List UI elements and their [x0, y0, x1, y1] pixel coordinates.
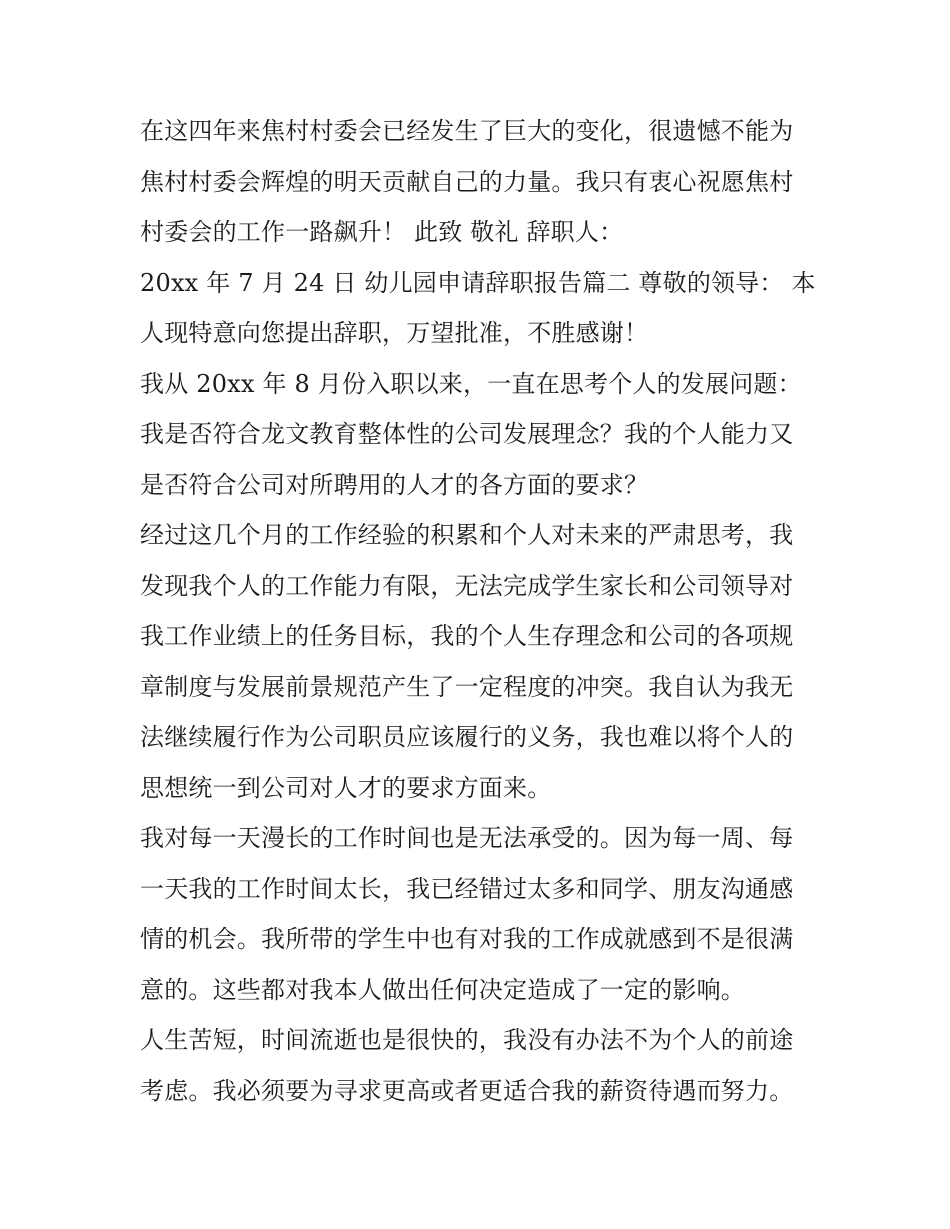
- text-line: 我从 20xx 年 8 月份入职以来，一直在思考个人的发展问题：: [140, 369, 802, 398]
- text-line: 我对每一天漫长的工作时间也是无法承受的。因为每一周、每: [140, 824, 794, 852]
- text-line: 经过这几个月的工作经验的积累和个人对未来的严肃思考，我: [140, 521, 794, 549]
- text-line: 在这四年来焦村村委会已经发生了巨大的变化，很遗憾不能为: [140, 117, 794, 145]
- text-line: 焦村村委会辉煌的明天贡献自己的力量。我只有衷心祝愿焦村: [140, 167, 794, 196]
- text-line: 20xx 年 7 月 24 日 幼儿园申请辞职报告篇二 尊敬的领导： 本: [140, 268, 816, 297]
- text-line: 意的。这些都对我本人做出任何决定造成了一定的影响。: [140, 975, 745, 1004]
- text-line: 人现特意向您提出辞职，万望批准，不胜感谢！: [140, 319, 649, 347]
- text-line: 情的机会。我所带的学生中也有对我的工作成就感到不是很满: [140, 925, 794, 953]
- text-line: 我工作业绩上的任务目标，我的个人生存理念和公司的各项规: [140, 622, 794, 650]
- text-line: 我是否符合龙文教育整体性的公司发展理念？我的个人能力又: [140, 420, 794, 448]
- text-line: 一天我的工作时间太长，我已经错过太多和同学、朋友沟通感: [140, 874, 794, 903]
- text-line: 发现我个人的工作能力有限，无法完成学生家长和公司领导对: [140, 571, 794, 600]
- document-body: [140, 106, 820, 1116]
- text-line: 人生苦短，时间流逝也是很快的，我没有办法不为个人的前途: [140, 1026, 794, 1054]
- text-line: 考虑。我必须要为寻求更高或者更适合我的薪资待遇而努力。: [140, 1076, 794, 1105]
- text-line: 章制度与发展前景规范产生了一定程度的冲突。我自认为我无: [140, 672, 794, 701]
- text-line: 是否符合公司对所聘用的人才的各方面的要求？: [140, 470, 649, 499]
- text-line: 法继续履行作为公司职员应该履行的义务，我也难以将个人的: [140, 723, 794, 751]
- text-line: 村委会的工作一路飙升！ 此致 敬礼 辞职人：: [140, 218, 624, 246]
- text-line: 思想统一到公司对人才的要求方面来。: [140, 773, 552, 802]
